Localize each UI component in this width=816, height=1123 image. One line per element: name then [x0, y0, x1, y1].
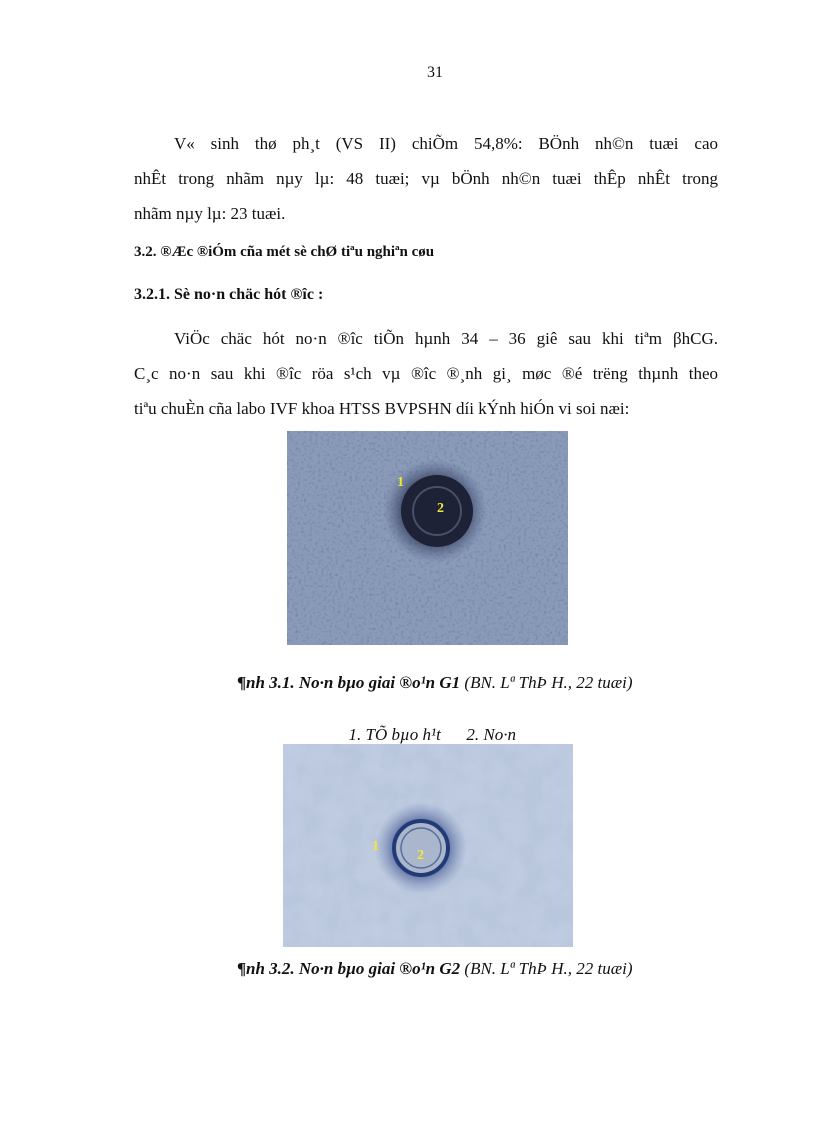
marker-oocyte: 2 [437, 501, 444, 516]
paragraph-oocyte-retrieval [134, 321, 718, 426]
subsection-heading: 3.2.1. Sè no·n chäc hót ®îc : [134, 286, 324, 303]
oocyte-photo-g1-graphic [287, 431, 568, 645]
legend-oocyte: 2. No·n [466, 725, 516, 744]
oocyte-photo-g2 [283, 744, 573, 947]
marker-oocyte: 2 [417, 848, 424, 863]
page-number: 31 [427, 64, 443, 81]
figure1-caption-title: ¶nh 3.1. No·n bµo giai ®o¹n G1 [237, 673, 461, 692]
figure1-caption [0, 673, 816, 693]
paragraph-line: nhÊt trong nhãm nµy lµ: 48 tuæi; vµ bÖnh nh©n tuæi thÊp nhÊt trong [134, 169, 718, 188]
oocyte-photo-g2-graphic [283, 744, 573, 947]
paragraph-line: C¸c no·n sau khi ®îc röa s¹ch vµ ®îc ®¸nh gi¸ møc ®é trëng thµnh theo [134, 364, 718, 383]
legend-granulosa: 1. TÕ bµo h¹t [348, 725, 441, 744]
figure1-legend [0, 705, 816, 745]
figure2-caption-detail: (BN. Lª ThÞ H., 22 tuæi) [460, 959, 633, 978]
paragraph-line: V« sinh thø ph¸t (VS II) chiÕm 54,8%: BÖnh nh©n tuæi cao [174, 134, 718, 153]
paragraph-line: ViÖc chäc hót no·n ®îc tiÕn hµnh 34 – 36 giê sau khi tiªm βhCG. [174, 329, 718, 348]
marker-granulosa: 1 [372, 839, 379, 854]
figure1-caption-detail: (BN. Lª ThÞ H., 22 tuæi) [460, 673, 633, 692]
oocyte-photo-g1 [287, 431, 568, 645]
paragraph-line: tiªu chuÈn cña labo IVF khoa HTSS BVPSHN díi kÝnh hiÓn vi soi næi: [134, 399, 630, 418]
paragraph-vs2 [134, 126, 718, 231]
marker-granulosa: 1 [397, 475, 404, 490]
section-heading: 3.2. ®Æc ®iÓm cña mét sè chØ tiªu nghiªn cøu [134, 244, 435, 260]
paragraph-line: nhãm nµy lµ: 23 tuæi. [134, 204, 286, 223]
figure2-caption-title: ¶nh 3.2. No·n bµo giai ®o¹n G2 [237, 959, 461, 978]
figure2-caption [0, 959, 816, 979]
